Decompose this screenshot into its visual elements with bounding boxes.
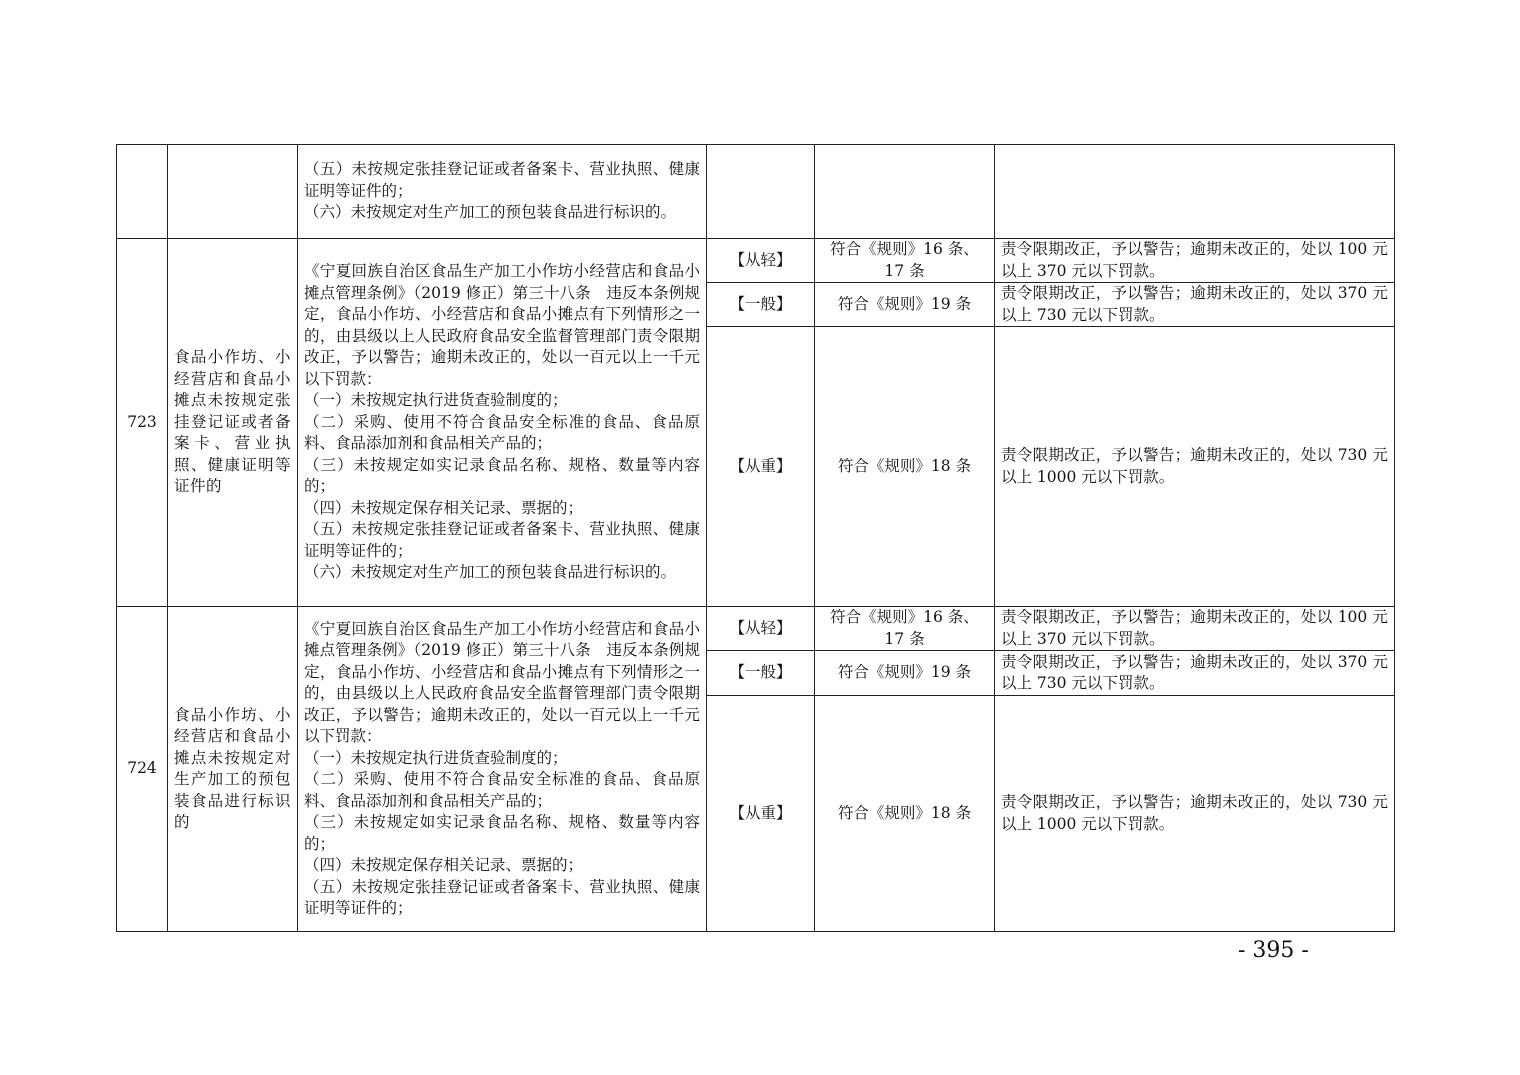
level-heavy: 【从重】: [707, 696, 815, 932]
level-heavy: 【从重】: [707, 327, 815, 607]
table-row-724: [117, 607, 1395, 651]
num-cell: [117, 145, 168, 239]
cond-cell: [815, 145, 995, 239]
table-row-723: [117, 239, 1395, 283]
basis-cell: （五）未按规定张挂登记证或者备案卡、营业执照、健康证明等证件的； （六）未按规定对生产加工的预包装食品进行标识的。: [298, 145, 707, 239]
level-light: 【从轻】: [707, 239, 815, 283]
condition-general: 符合《规则》19 条: [815, 283, 995, 327]
condition-heavy: 符合《规则》18 条: [815, 696, 995, 932]
condition-heavy: 符合《规则》18 条: [815, 327, 995, 607]
level-general: 【一般】: [707, 283, 815, 327]
level-cell: [707, 145, 815, 239]
standard-general: 责令限期改正，予以警告；逾期未改正的，处以 370 元以上 730 元以下罚款。: [995, 283, 1395, 327]
legal-basis: 《宁夏回族自治区食品生产加工小作坊小经营店和食品小摊点管理条例》（2019 修正）第三十八条 违反本条例规定，食品小作坊、小经营店和食品小摊点有下列情形之一的，由县级以上人民政府食品安全监督管理部门责令限期改正，予以警告；逾期未改正的，处以一百元以上一千元以下罚款： （一）未按规定执行进货查验制度的； （二）采购、使用不符合食品安全标准的食品、食品原料、食品添加剂和食品相关产品的； （三）未按规定如实记录食品名称、规格、数量等内容的； （四）未按规定保存相关记录、票据的； （五）未按规定张挂登记证或者备案卡、营业执照、健康证明等证件的；: [298, 607, 707, 932]
level-general: 【一般】: [707, 651, 815, 696]
standard-general: 责令限期改正，予以警告；逾期未改正的，处以 370 元以上 730 元以下罚款。: [995, 651, 1395, 696]
standard-light: 责令限期改正，予以警告；逾期未改正的，处以 100 元以上 370 元以下罚款。: [995, 239, 1395, 283]
condition-general: 符合《规则》19 条: [815, 651, 995, 696]
table-row-continuation: [117, 145, 1395, 239]
page-number: - 395 -: [1238, 938, 1309, 963]
violation-name: 食品小作坊、小经营店和食品小摊点未按规定张挂登记证或者备案卡、营业执照、健康证明等证件的: [168, 239, 298, 607]
legal-basis: 《宁夏回族自治区食品生产加工小作坊小经营店和食品小摊点管理条例》（2019 修正）第三十八条 违反本条例规定，食品小作坊、小经营店和食品小摊点有下列情形之一的，由县级以上人民政府食品安全监督管理部门责令限期改正，予以警告；逾期未改正的，处以一百元以上一千元以下罚款： （一）未按规定执行进货查验制度的； （二）采购、使用不符合食品安全标准的食品、食品原料、食品添加剂和食品相关产品的； （三）未按规定如实记录食品名称、规格、数量等内容的； （四）未按规定保存相关记录、票据的； （五）未按规定张挂登记证或者备案卡、营业执照、健康证明等证件的； （六）未按规定对生产加工的预包装食品进行标识的。: [298, 239, 707, 607]
condition-light: 符合《规则》16 条、17 条: [815, 239, 995, 283]
standard-heavy: 责令限期改正，予以警告；逾期未改正的，处以 730 元以上 1000 元以下罚款。: [995, 327, 1395, 607]
standard-heavy: 责令限期改正，予以警告；逾期未改正的，处以 730 元以上 1000 元以下罚款。: [995, 696, 1395, 932]
condition-light: 符合《规则》16 条、17 条: [815, 607, 995, 651]
violation-name: 食品小作坊、小经营店和食品小摊点未按规定对生产加工的预包装食品进行标识的: [168, 607, 298, 932]
level-light: 【从轻】: [707, 607, 815, 651]
item-number: 723: [117, 239, 168, 607]
standard-light: 责令限期改正，予以警告；逾期未改正的，处以 100 元以上 370 元以下罚款。: [995, 607, 1395, 651]
std-cell: [995, 145, 1395, 239]
penalty-table: [116, 144, 1395, 932]
name-cell: [168, 145, 298, 239]
item-number: 724: [117, 607, 168, 932]
